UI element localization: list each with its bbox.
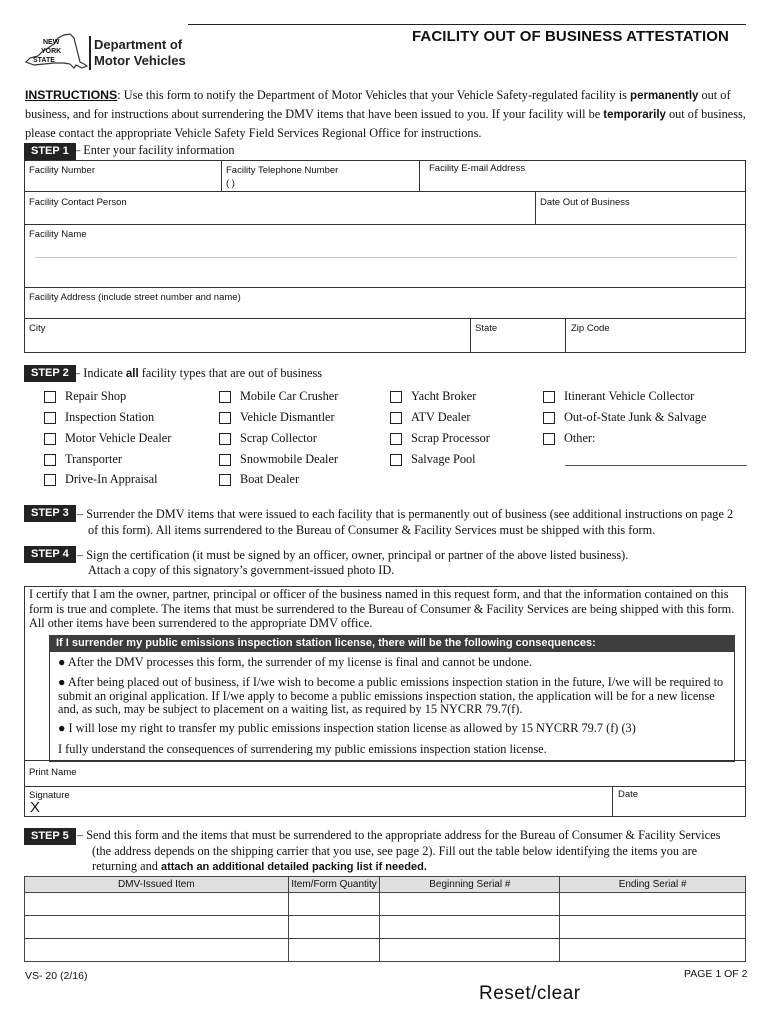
checkbox-out-of-state-junk-salvage[interactable] xyxy=(543,410,706,425)
table-cell[interactable] xyxy=(560,916,746,939)
new-york-state-map-logo xyxy=(24,32,88,70)
step5-line2: (the address depends on the shipping carrier that you use, see page 2). Fill out the table below identifying the items you are xyxy=(92,844,698,858)
checkbox-transporter[interactable] xyxy=(44,452,122,467)
zip-code-field[interactable] xyxy=(565,318,746,353)
step2-badge: STEP 2 xyxy=(24,365,76,382)
checkbox-label: Drive-In Appraisal xyxy=(65,472,158,486)
checkbox-label: Scrap Processor xyxy=(411,431,490,445)
certification-text: I certify that I am the owner, partner, principal or officer of the business named in this request form, and that the information contained on this form is true and complete. The items that must be surrendered to the Bureau of Consumer & Facility Services are being shipped with this form. All other items have been surrendered to the appropriate DMV office. xyxy=(29,587,735,630)
dmv-logo-text xyxy=(94,37,186,69)
checkbox-label: Scrap Collector xyxy=(240,431,317,445)
checkbox-square[interactable] xyxy=(219,454,231,466)
checkbox-salvage-pool[interactable] xyxy=(390,452,476,467)
checkbox-square[interactable] xyxy=(219,412,231,424)
checkbox-scrap-processor[interactable] xyxy=(390,431,490,446)
form-title: FACILITY OUT OF BUSINESS ATTESTATION xyxy=(412,28,729,45)
instructions-text-b: out of business, and for instructions about surrendering the DMV items that have been issued to you. If your facility will be xyxy=(25,88,731,121)
form-id: VS- 20 (2/16) xyxy=(25,970,88,982)
checkbox-motor-vehicle-dealer[interactable] xyxy=(44,431,171,446)
date-label: Date xyxy=(618,789,639,800)
facility-number-label: Facility Number xyxy=(29,165,95,176)
consequence-bullet-3: ● I will lose my right to transfer my public emissions inspection station license as allowed by 15 NYCRR 79.7 (f) (3) xyxy=(58,721,636,735)
instructions-text-c: out of business, please contact the appropriate Vehicle Safety Field Services Regional Office for instructions. xyxy=(25,107,746,140)
step5-line3-bold: attach an additional detailed packing list if needed. xyxy=(160,861,427,873)
checkbox-label: Boat Dealer xyxy=(240,472,300,486)
column-header-quantity: Item/Form Quantity xyxy=(288,877,380,893)
checkbox-square[interactable] xyxy=(44,433,56,445)
logo-state-new: NEW xyxy=(43,39,60,46)
step3-badge: STEP 3 xyxy=(24,505,76,522)
step2-text-b: facility types that are out of business xyxy=(138,366,323,380)
reset-clear-button[interactable]: Reset/clear xyxy=(479,983,581,1004)
column-header-ending-serial: Ending Serial # xyxy=(560,877,746,893)
logo-divider xyxy=(89,36,91,70)
checkbox-label: Yacht Broker xyxy=(411,389,477,403)
checkbox-inspection-station[interactable] xyxy=(44,410,154,425)
consequences-heading: If I surrender my public emissions inspection station license, there will be the following consequences: xyxy=(49,635,735,652)
instructions-paragraph xyxy=(25,86,747,142)
step1-badge: STEP 1 xyxy=(24,143,76,160)
checkbox-other[interactable] xyxy=(543,431,595,446)
instructions-heading: INSTRUCTIONS xyxy=(25,88,118,102)
checkbox-square[interactable] xyxy=(44,454,56,466)
logo-line1: Department of xyxy=(94,37,183,52)
consequences-box xyxy=(49,652,735,762)
bullet-text: After the DMV processes this form, the surrender of my license is final and cannot be undone. xyxy=(67,655,533,669)
checkbox-square[interactable] xyxy=(543,391,555,403)
step3-line2: of this form). All items surrendered to the Bureau of Consumer & Facility Services must be shipped with this form. xyxy=(88,523,656,537)
header-rule xyxy=(188,24,746,25)
step4-badge: STEP 4 xyxy=(24,546,76,563)
date-field[interactable] xyxy=(612,786,746,817)
table-cell[interactable] xyxy=(25,939,289,962)
checkbox-label: Snowmobile Dealer xyxy=(240,452,339,466)
facility-address-label: Facility Address (include street number and name) xyxy=(29,292,241,303)
checkbox-snowmobile-dealer[interactable] xyxy=(219,452,338,467)
step5-line3 xyxy=(92,858,752,875)
checkbox-square[interactable] xyxy=(219,433,231,445)
table-cell[interactable] xyxy=(380,916,560,939)
checkbox-vehicle-dismantler[interactable] xyxy=(219,410,335,425)
step2-text xyxy=(74,365,322,382)
checkbox-label: Salvage Pool xyxy=(411,452,476,466)
table-row xyxy=(25,893,746,916)
instructions-bold-permanently: permanently xyxy=(630,90,699,102)
checkbox-label: Inspection Station xyxy=(65,410,155,424)
column-header-beginning-serial: Beginning Serial # xyxy=(380,877,560,893)
checkbox-square[interactable] xyxy=(219,391,231,403)
step3-line1: – Surrender the DMV items that were issued to each facility that is permanently out of business (see additional instructions on page 2 xyxy=(77,507,734,521)
consequence-bullet-1: ● After the DMV processes this form, the surrender of my license is final and cannot be undone. xyxy=(58,655,533,669)
facility-address-field[interactable] xyxy=(24,287,746,319)
table-row xyxy=(25,916,746,939)
table-cell[interactable] xyxy=(25,916,289,939)
other-specify-line[interactable] xyxy=(565,465,747,466)
facility-number-field[interactable] xyxy=(24,160,222,192)
checkbox-square[interactable] xyxy=(390,433,402,445)
checkbox-square[interactable] xyxy=(390,412,402,424)
page-number: PAGE 1 OF 2 xyxy=(684,968,748,980)
checkbox-label: Mobile Car Crusher xyxy=(240,389,339,403)
facility-email-field[interactable] xyxy=(419,160,746,192)
checkbox-square[interactable] xyxy=(543,433,555,445)
table-cell[interactable] xyxy=(380,893,560,916)
step5-line1: – Send this form and the items that must be surrendered to the appropriate address for the Bureau of Consumer & Facility Services xyxy=(77,828,721,842)
checkbox-yacht-broker[interactable] xyxy=(390,389,476,404)
print-name-field[interactable] xyxy=(24,760,746,787)
column-header-dmv-issued-item: DMV-Issued Item xyxy=(25,877,289,893)
facility-name-second-line xyxy=(35,257,737,258)
step1-text: – Enter your facility information xyxy=(74,143,235,157)
checkbox-square[interactable] xyxy=(390,454,402,466)
surrendered-items-table xyxy=(24,876,746,962)
print-name-label: Print Name xyxy=(29,767,77,778)
contact-person-label: Facility Contact Person xyxy=(29,197,127,208)
bullet-text: I will lose my right to transfer my public emissions inspection station license as allowed by 15 NYCRR 79.7 (f) (3) xyxy=(68,721,636,735)
checkbox-square[interactable] xyxy=(44,474,56,486)
zip-code-label: Zip Code xyxy=(571,323,610,334)
city-label: City xyxy=(29,323,46,334)
step4-line1: – Sign the certification (it must be signed by an officer, owner, principal or partner of the above listed business). xyxy=(77,548,629,562)
checkbox-square[interactable] xyxy=(44,412,56,424)
checkbox-label: Out-of-State Junk & Salvage xyxy=(564,410,707,424)
certification-box xyxy=(24,586,746,761)
bullet-text: After being placed out of business, if I/we wish to become a public emissions inspection station in the future, I/we will be required to submit an original application. If I/we apply to become a public emissions inspection station, the application will be for a new license and, as such, may be subject to placement on a waiting list, as required by 15 NYCRR 79.7(f). xyxy=(58,675,724,716)
checkbox-label: Vehicle Dismantler xyxy=(240,410,335,424)
checkbox-label: Repair Shop xyxy=(65,389,127,403)
checkbox-drive-in-appraisal[interactable] xyxy=(44,472,158,487)
phone-area-code-parens: ( ) xyxy=(226,178,235,189)
checkbox-itinerant-vehicle-collector[interactable] xyxy=(543,389,694,404)
table-cell[interactable] xyxy=(380,939,560,962)
date-out-label: Date Out of Business xyxy=(540,197,630,208)
step4-line2: Attach a copy of this signatory’s government-issued photo ID. xyxy=(88,563,395,577)
state-field[interactable] xyxy=(470,318,566,353)
contact-person-field[interactable] xyxy=(24,191,536,225)
checkbox-scrap-collector[interactable] xyxy=(219,431,317,446)
checkbox-label: ATV Dealer xyxy=(411,410,471,424)
table-cell[interactable] xyxy=(560,893,746,916)
state-label: State xyxy=(475,323,498,334)
signature-field[interactable] xyxy=(24,786,613,817)
signature-x-mark: X xyxy=(30,799,41,816)
checkbox-atv-dealer[interactable] xyxy=(390,410,471,425)
step2-bold-all: all xyxy=(125,368,139,380)
checkbox-square[interactable] xyxy=(44,391,56,403)
facility-name-label: Facility Name xyxy=(29,229,87,240)
table-row xyxy=(25,939,746,962)
checkbox-square[interactable] xyxy=(390,391,402,403)
step5-badge: STEP 5 xyxy=(24,828,76,845)
checkbox-label: Transporter xyxy=(65,452,122,466)
table-cell[interactable] xyxy=(560,939,746,962)
facility-email-label: Facility E-mail Address xyxy=(429,163,526,174)
table-header-row xyxy=(25,877,746,893)
logo-state-state: STATE xyxy=(33,57,55,64)
checkbox-boat-dealer[interactable] xyxy=(219,472,299,487)
checkbox-square[interactable] xyxy=(219,474,231,486)
understand-statement: I fully understand the consequences of surrendering my public emissions inspection station license. xyxy=(58,742,547,756)
date-out-of-business-field[interactable] xyxy=(535,191,746,225)
logo-line2: Motor Vehicles xyxy=(94,53,186,68)
facility-phone-field[interactable] xyxy=(221,160,420,192)
facility-phone-label: Facility Telephone Number xyxy=(226,165,339,176)
checkbox-label: Other: xyxy=(564,431,596,445)
checkbox-mobile-car-crusher[interactable] xyxy=(219,389,338,404)
table-cell[interactable] xyxy=(288,939,380,962)
instructions-bold-temporarily: temporarily xyxy=(603,109,666,121)
table-cell[interactable] xyxy=(288,893,380,916)
table-cell[interactable] xyxy=(288,916,380,939)
instructions-text-a: : Use this form to notify the Department of Motor Vehicles that your Vehicle Safety-regulated facility is xyxy=(117,88,631,102)
consequence-bullet-2: ● After being placed out of business, if I/we wish to become a public emissions inspection station in the future, I/we will be required to submit an original application. If I/we apply to become a public emissions inspection station, the application will be for a new license and, as such, may be subject to placement on a waiting list, as required by 15 NYCRR 79.7(f). xyxy=(58,675,724,716)
logo-state-york: YORK xyxy=(41,48,62,55)
checkbox-label: Itinerant Vehicle Collector xyxy=(564,389,695,403)
checkbox-label: Motor Vehicle Dealer xyxy=(65,431,172,445)
checkbox-square[interactable] xyxy=(543,412,555,424)
city-field[interactable] xyxy=(24,318,471,353)
step2-text-a: – Indicate xyxy=(74,366,126,380)
facility-name-field[interactable] xyxy=(24,224,746,288)
checkbox-repair-shop[interactable] xyxy=(44,389,126,404)
signature-label: Signature xyxy=(29,790,70,801)
table-cell[interactable] xyxy=(25,893,289,916)
step5-line3-text: returning and xyxy=(92,859,161,873)
